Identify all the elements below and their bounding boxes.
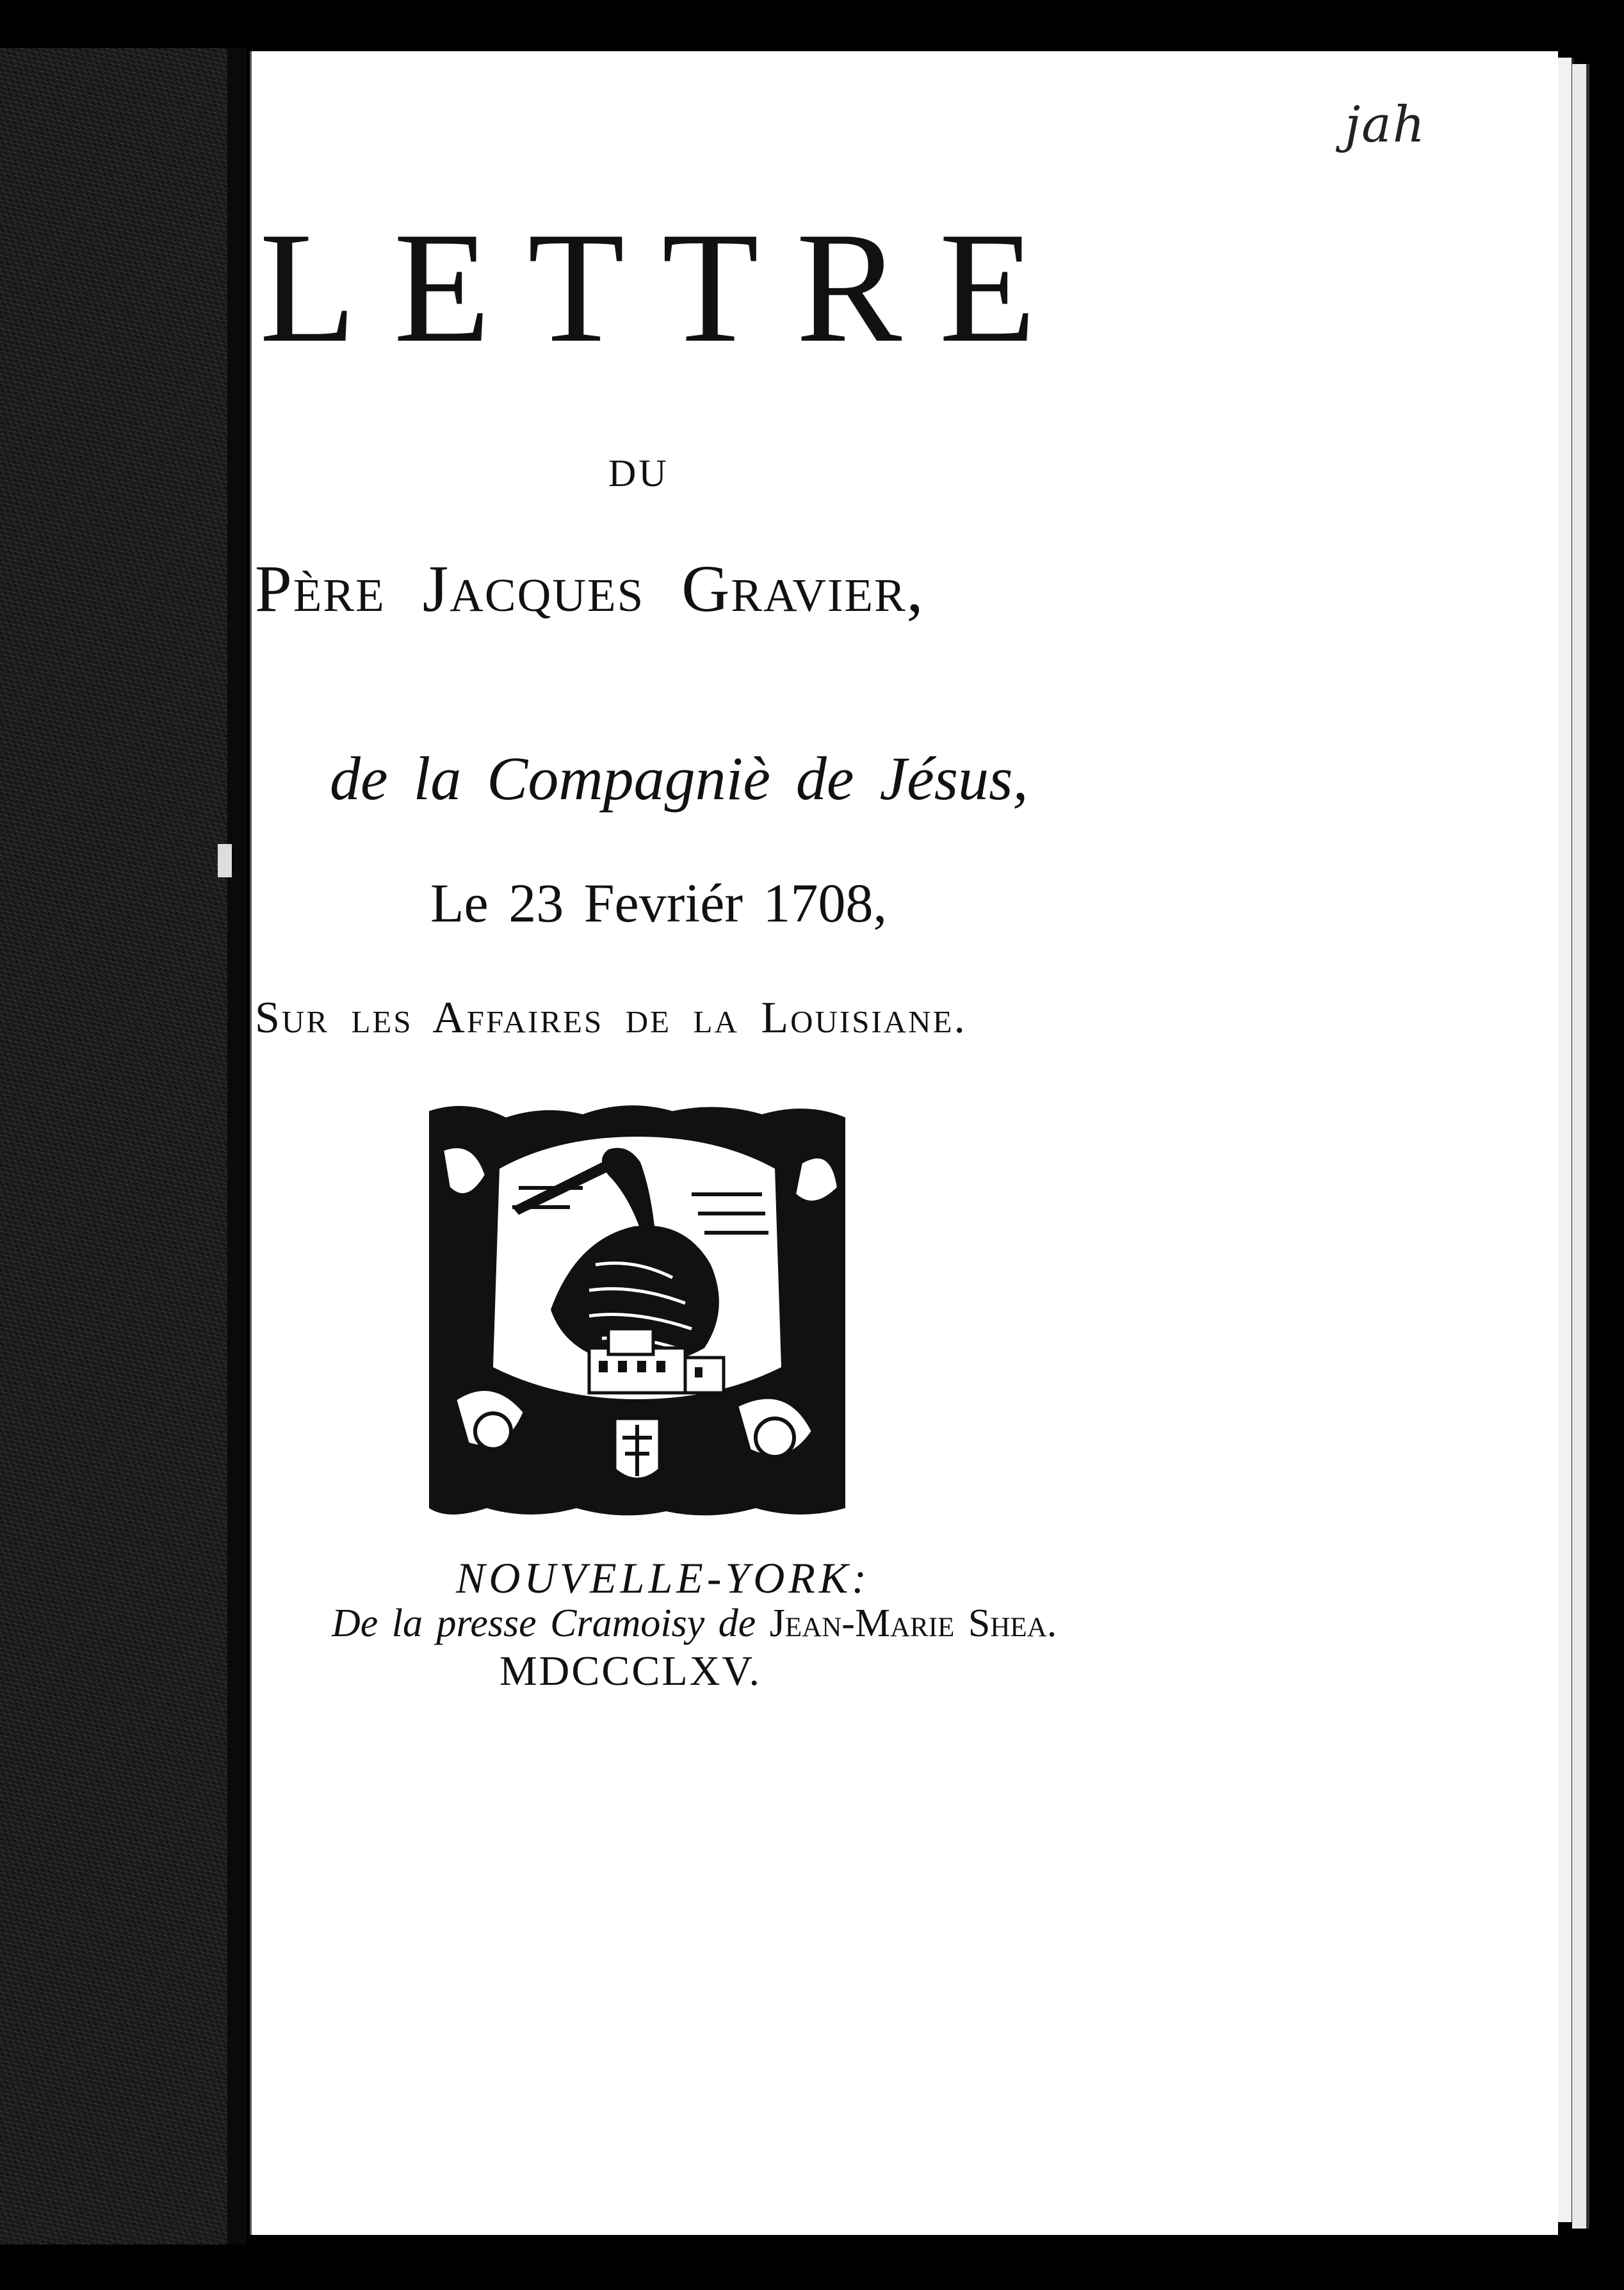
imprint-city: NOUVELLE-YORK: xyxy=(456,1554,870,1602)
imprint-year: MDCCCLXV. xyxy=(499,1648,762,1694)
back-page-edge-outer xyxy=(1572,64,1589,2229)
imprint-press xyxy=(332,1601,1057,1646)
imprint-press-name: Jean-Marie Shea. xyxy=(769,1602,1057,1645)
woodcut-pelican-vignette-icon xyxy=(416,1098,858,1521)
date-line: Le 23 Fevriér 1708, xyxy=(430,872,888,934)
spine-edge xyxy=(227,48,247,2245)
imprint-press-prefix: De la presse Cramoisy de xyxy=(332,1602,756,1645)
author-line: Père Jacques Gravier, xyxy=(255,552,925,626)
page-title: LETTRE xyxy=(259,199,1073,375)
book-spine xyxy=(0,48,243,2245)
title-du: DU xyxy=(608,452,669,494)
subject-line: Sur les Affaires de la Louisiane. xyxy=(255,993,967,1043)
spine-notch xyxy=(218,844,232,877)
order-line: de la Compagniè de Jésus, xyxy=(330,744,1028,813)
handwritten-margin-note: jah xyxy=(1345,96,1426,154)
